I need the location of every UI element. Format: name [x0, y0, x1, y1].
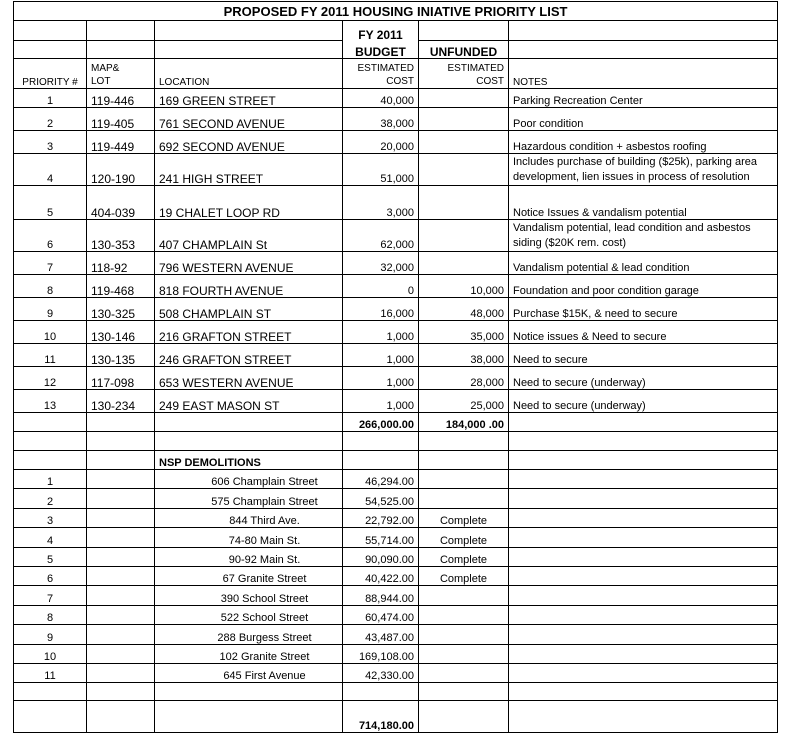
empty-cell: [509, 413, 778, 432]
blank-row: [14, 683, 778, 701]
priority-cell: 3: [14, 131, 87, 154]
budget-cell: 1,000: [343, 321, 419, 344]
nsp-number-cell: 6: [14, 566, 87, 585]
nsp-status-cell: [419, 586, 509, 605]
nsp-location-cell: 67 Granite Street: [155, 566, 343, 585]
budget-total: 266,000.00: [343, 413, 419, 432]
nsp-row: [14, 547, 778, 566]
empty-cell: [87, 566, 155, 585]
empty-cell: [509, 432, 778, 451]
empty-cell: [14, 701, 87, 733]
unfunded-cell: [419, 108, 509, 131]
nsp-cost-cell: 43,487.00: [343, 625, 419, 644]
nsp-status-cell: [419, 663, 509, 682]
empty-cell: [419, 432, 509, 451]
nsp-status-cell: Complete: [419, 508, 509, 527]
nsp-location-cell: 390 School Street: [155, 586, 343, 605]
empty-cell: [87, 663, 155, 682]
empty-cell: [419, 451, 509, 470]
empty-cell: [155, 683, 343, 701]
nsp-row: [14, 625, 778, 644]
priority-cell: 7: [14, 252, 87, 275]
nsp-row: [14, 663, 778, 682]
location-cell: 19 CHALET LOOP RD: [155, 186, 343, 220]
nsp-row: [14, 528, 778, 547]
empty-cell: [87, 528, 155, 547]
budget-cell: 62,000: [343, 220, 419, 252]
budget-cell: 1,000: [343, 390, 419, 413]
location-cell: 508 CHAMPLAIN ST: [155, 298, 343, 321]
location-cell: 169 GREEN STREET: [155, 89, 343, 108]
unfunded-cell: [419, 220, 509, 252]
nsp-total-row: [14, 701, 778, 733]
empty-cell: [87, 489, 155, 508]
unfunded-cell: 28,000: [419, 367, 509, 390]
nsp-status-cell: [419, 644, 509, 663]
nsp-number-cell: 4: [14, 528, 87, 547]
priority-list-table: [13, 1, 778, 733]
nsp-number-cell: 9: [14, 625, 87, 644]
empty-cell: [87, 413, 155, 432]
budget-cell: 40,000: [343, 89, 419, 108]
budget-cell: 1,000: [343, 367, 419, 390]
nsp-number-cell: 1: [14, 470, 87, 489]
table-row: [14, 89, 778, 108]
nsp-location-cell: 575 Champlain Street: [155, 489, 343, 508]
unfunded-cell: [419, 89, 509, 108]
empty-cell: [509, 644, 778, 663]
totals-row: [14, 413, 778, 432]
empty-cell: [343, 683, 419, 701]
empty-cell: [87, 701, 155, 733]
empty-cell: [509, 701, 778, 733]
budget-cell: 51,000: [343, 154, 419, 186]
nsp-number-cell: 10: [14, 644, 87, 663]
notes-cell: Parking Recreation Center: [509, 89, 778, 108]
table-row: [14, 275, 778, 298]
blank-row: [14, 432, 778, 451]
map-lot-cell: 119-449: [87, 131, 155, 154]
notes-cell: Vandalism potential & lead condition: [509, 252, 778, 275]
table-row: [14, 131, 778, 154]
nsp-status-cell: Complete: [419, 528, 509, 547]
location-cell: 818 FOURTH AVENUE: [155, 275, 343, 298]
empty-cell: [343, 432, 419, 451]
nsp-number-cell: 5: [14, 547, 87, 566]
budget-cell: 16,000: [343, 298, 419, 321]
map-lot-cell: 130-353: [87, 220, 155, 252]
empty-cell: [87, 508, 155, 527]
notes-cell: Poor condition: [509, 108, 778, 131]
unfunded-total: 184,000 .00: [419, 413, 509, 432]
location-cell: 246 GRAFTON STREET: [155, 344, 343, 367]
nsp-row: [14, 566, 778, 585]
budget-cell: 32,000: [343, 252, 419, 275]
nsp-status-cell: Complete: [419, 566, 509, 585]
unfunded-cost-header: ESTIMATED COST: [419, 59, 509, 89]
nsp-status-cell: [419, 489, 509, 508]
location-cell: 249 EAST MASON ST: [155, 390, 343, 413]
nsp-location-cell: 522 School Street: [155, 605, 343, 624]
empty-cell: [419, 701, 509, 733]
map-lot-cell: 119-405: [87, 108, 155, 131]
nsp-location-cell: 74-80 Main St.: [155, 528, 343, 547]
empty-cell: [509, 470, 778, 489]
budget-cell: 38,000: [343, 108, 419, 131]
table-row: [14, 252, 778, 275]
map-lot-header: MAP& LOT: [87, 59, 155, 89]
empty-cell: [87, 644, 155, 663]
unfunded-cell: [419, 131, 509, 154]
fy-label: FY 2011: [343, 21, 419, 41]
nsp-row: [14, 605, 778, 624]
nsp-heading-row: [14, 451, 778, 470]
notes-cell: Hazardous condition + asbestos roofing: [509, 131, 778, 154]
notes-cell: Need to secure: [509, 344, 778, 367]
table-row: [14, 154, 778, 186]
map-lot-cell: 130-325: [87, 298, 155, 321]
map-lot-cell: 130-234: [87, 390, 155, 413]
nsp-cost-cell: 42,330.00: [343, 663, 419, 682]
nsp-location-cell: 90-92 Main St.: [155, 547, 343, 566]
priority-cell: 5: [14, 186, 87, 220]
empty-cell: [87, 547, 155, 566]
empty-cell: [14, 451, 87, 470]
nsp-cost-cell: 40,422.00: [343, 566, 419, 585]
empty-cell: [155, 432, 343, 451]
unfunded-cell: [419, 186, 509, 220]
nsp-status-cell: Complete: [419, 547, 509, 566]
map-lot-cell: 119-468: [87, 275, 155, 298]
notes-cell: Includes purchase of building ($25k), parking area development, lien issues in process of resolution: [509, 154, 778, 186]
nsp-cost-cell: 46,294.00: [343, 470, 419, 489]
map-lot-cell: 130-135: [87, 344, 155, 367]
empty-cell: [343, 451, 419, 470]
nsp-status-cell: [419, 605, 509, 624]
unfunded-label: UNFUNDED: [419, 41, 509, 59]
nsp-number-cell: 2: [14, 489, 87, 508]
empty-cell: [509, 451, 778, 470]
empty-cell: [87, 605, 155, 624]
empty-cell: [509, 586, 778, 605]
budget-label: BUDGET: [343, 41, 419, 59]
location-cell: 653 WESTERN AVENUE: [155, 367, 343, 390]
nsp-status-cell: [419, 470, 509, 489]
notes-cell: Purchase $15K, & need to secure: [509, 298, 778, 321]
empty-cell: [509, 566, 778, 585]
location-cell: 241 HIGH STREET: [155, 154, 343, 186]
table-row: [14, 344, 778, 367]
nsp-row: [14, 508, 778, 527]
table-row: [14, 321, 778, 344]
budget-cell: 0: [343, 275, 419, 298]
nsp-number-cell: 11: [14, 663, 87, 682]
nsp-number-cell: 7: [14, 586, 87, 605]
table-row: [14, 220, 778, 252]
empty-cell: [155, 413, 343, 432]
nsp-cost-cell: 169,108.00: [343, 644, 419, 663]
nsp-cost-cell: 22,792.00: [343, 508, 419, 527]
nsp-total: 714,180.00: [343, 701, 419, 733]
nsp-cost-cell: 55,714.00: [343, 528, 419, 547]
priority-header: PRIORITY #: [14, 59, 87, 89]
table-row: [14, 390, 778, 413]
unfunded-cell: [419, 154, 509, 186]
priority-cell: 8: [14, 275, 87, 298]
unfunded-cell: 10,000: [419, 275, 509, 298]
notes-cell: Notice issues & Need to secure: [509, 321, 778, 344]
empty-cell: [509, 683, 778, 701]
table-row: [14, 298, 778, 321]
location-cell: 216 GRAFTON STREET: [155, 321, 343, 344]
nsp-cost-cell: 54,525.00: [343, 489, 419, 508]
location-header: LOCATION: [155, 59, 343, 89]
empty-cell: [509, 625, 778, 644]
table-row: [14, 108, 778, 131]
priority-cell: 10: [14, 321, 87, 344]
empty-cell: [509, 528, 778, 547]
nsp-row: [14, 489, 778, 508]
empty-cell: [509, 508, 778, 527]
nsp-number-cell: 8: [14, 605, 87, 624]
map-lot-cell: 119-446: [87, 89, 155, 108]
unfunded-cell: 38,000: [419, 344, 509, 367]
notes-header: NOTES: [509, 59, 778, 89]
unfunded-cell: 35,000: [419, 321, 509, 344]
priority-cell: 4: [14, 154, 87, 186]
nsp-location-cell: 606 Champlain Street: [155, 470, 343, 489]
budget-cell: 1,000: [343, 344, 419, 367]
notes-cell: Need to secure (underway): [509, 367, 778, 390]
unfunded-cell: 25,000: [419, 390, 509, 413]
priority-cell: 9: [14, 298, 87, 321]
empty-cell: [87, 625, 155, 644]
priority-cell: 12: [14, 367, 87, 390]
nsp-row: [14, 470, 778, 489]
nsp-location-cell: 288 Burgess Street: [155, 625, 343, 644]
empty-cell: [87, 586, 155, 605]
empty-cell: [87, 683, 155, 701]
nsp-location-cell: 102 Granite Street: [155, 644, 343, 663]
sheet-title: PROPOSED FY 2011 HOUSING INIATIVE PRIORITY LIST: [14, 2, 778, 21]
empty-cell: [87, 451, 155, 470]
empty-cell: [509, 547, 778, 566]
empty-cell: [509, 605, 778, 624]
unfunded-cell: [419, 252, 509, 275]
location-cell: 407 CHAMPLAIN St: [155, 220, 343, 252]
location-cell: 761 SECOND AVENUE: [155, 108, 343, 131]
empty-cell: [419, 683, 509, 701]
nsp-row: [14, 644, 778, 663]
table-row: [14, 186, 778, 220]
location-cell: 692 SECOND AVENUE: [155, 131, 343, 154]
table-row: [14, 367, 778, 390]
empty-cell: [87, 470, 155, 489]
nsp-cost-cell: 60,474.00: [343, 605, 419, 624]
map-lot-cell: 404-039: [87, 186, 155, 220]
priority-cell: 11: [14, 344, 87, 367]
priority-cell: 13: [14, 390, 87, 413]
notes-cell: Vandalism potential, lead condition and asbestos siding ($20K rem. cost): [509, 220, 778, 252]
empty-cell: [14, 413, 87, 432]
empty-cell: [14, 683, 87, 701]
nsp-heading: NSP DEMOLITIONS: [155, 451, 343, 470]
notes-cell: Foundation and poor condition garage: [509, 275, 778, 298]
map-lot-cell: 130-146: [87, 321, 155, 344]
budget-cell: 3,000: [343, 186, 419, 220]
priority-cell: 6: [14, 220, 87, 252]
priority-cell: 1: [14, 89, 87, 108]
budget-cost-header: ESTIMATED COST: [343, 59, 419, 89]
nsp-cost-cell: 88,944.00: [343, 586, 419, 605]
empty-cell: [509, 663, 778, 682]
map-lot-cell: 117-098: [87, 367, 155, 390]
priority-cell: 2: [14, 108, 87, 131]
nsp-cost-cell: 90,090.00: [343, 547, 419, 566]
location-cell: 796 WESTERN AVENUE: [155, 252, 343, 275]
empty-cell: [14, 432, 87, 451]
map-lot-cell: 118-92: [87, 252, 155, 275]
budget-cell: 20,000: [343, 131, 419, 154]
nsp-status-cell: [419, 625, 509, 644]
nsp-location-cell: 645 First Avenue: [155, 663, 343, 682]
empty-cell: [155, 701, 343, 733]
nsp-row: [14, 586, 778, 605]
nsp-number-cell: 3: [14, 508, 87, 527]
notes-cell: Need to secure (underway): [509, 390, 778, 413]
empty-cell: [509, 489, 778, 508]
notes-cell: Notice Issues & vandalism potential: [509, 186, 778, 220]
map-lot-cell: 120-190: [87, 154, 155, 186]
unfunded-cell: 48,000: [419, 298, 509, 321]
nsp-location-cell: 844 Third Ave.: [155, 508, 343, 527]
empty-cell: [87, 432, 155, 451]
